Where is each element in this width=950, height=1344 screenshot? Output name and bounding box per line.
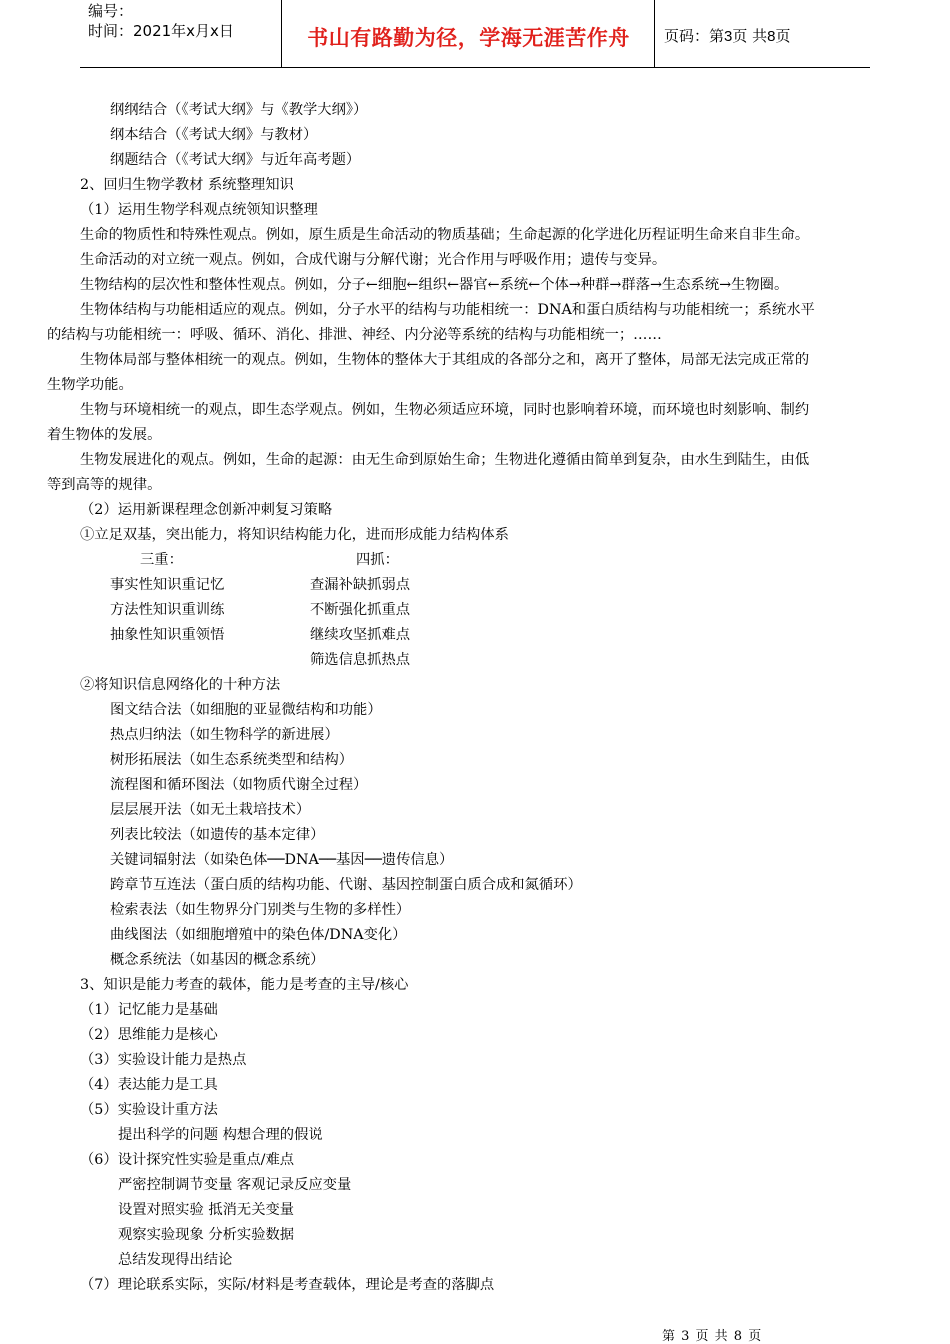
header-page-cell xyxy=(655,0,870,68)
ability-subitem: 设置对照实验 抵消无关变量 xyxy=(118,1202,295,1218)
ability-subitem: 提出科学的问题 构想合理的假说 xyxy=(118,1127,323,1143)
method-item: 检索表法（如生物界分门别类与生物的多样性） xyxy=(110,902,411,918)
ability-item: （5）实验设计重方法 xyxy=(80,1102,218,1118)
ability-item: （3）实验设计能力是热点 xyxy=(80,1052,247,1068)
ability-item: （2）思维能力是核心 xyxy=(80,1027,218,1043)
method-item: 流程图和循环图法（如物质代谢全过程） xyxy=(110,777,368,793)
text-line: 生物结构的层次性和整体性观点。例如，分子←细胞←组织←器官←系统←个体→种群→群落→生态系统→生物圈。 xyxy=(80,277,789,293)
text-line: ①立足双基，突出能力，将知识结构能力化，进而形成能力结构体系 xyxy=(80,527,509,543)
page-footer: 第 3 页 共 8 页 xyxy=(662,1329,763,1344)
text-line: 纲题结合（《考试大纲》与近年高考题） xyxy=(110,152,361,168)
sanzhong-item: 事实性知识重记忆 xyxy=(110,577,225,593)
ability-subitem: 观察实验现象 分析实验数据 xyxy=(118,1227,295,1243)
sanzhong-item: 方法性知识重训练 xyxy=(110,602,225,618)
sizhua-title: 四抓： xyxy=(356,552,399,568)
method-item: 层层展开法（如无土栽培技术） xyxy=(110,802,311,818)
ability-item: （6）设计探究性实验是重点/难点 xyxy=(80,1152,295,1168)
doc-number: 编号： xyxy=(88,2,134,20)
header-info-cell xyxy=(80,0,282,68)
text-line: 等到高等的规律。 xyxy=(47,477,162,493)
motto: 书山有路勤为径，学海无涯苦作舟 xyxy=(307,26,630,50)
ability-subitem: 总结发现得出结论 xyxy=(118,1252,233,1268)
ability-item: （7）理论联系实际，实际/材料是考查载体，理论是考查的落脚点 xyxy=(80,1277,495,1293)
method-item: 树形拓展法（如生态系统类型和结构） xyxy=(110,752,354,768)
ability-item: （4）表达能力是工具 xyxy=(80,1077,218,1093)
text-line: 生物与环境相统一的观点，即生态学观点。例如，生物必须适应环境，同时也影响着环境，而环境也时刻影响、制约 xyxy=(80,402,810,418)
method-item: 热点归纳法（如生物科学的新进展） xyxy=(110,727,339,743)
text-line: 生物发展进化的观点。例如，生命的起源：由无生命到原始生命；生物进化遵循由简单到复杂，由水生到陆生，由低 xyxy=(80,452,810,468)
method-item: 概念系统法（如基因的概念系统） xyxy=(110,952,325,968)
text-line: 纲纲结合（《考试大纲》与《教学大纲》） xyxy=(110,102,368,118)
text-line: 生物体结构与功能相适应的观点。例如，分子水平的结构与功能相统一：DNA和蛋白质结构与功能相统一；系统水平 xyxy=(80,302,815,318)
subsection-heading: （1）运用生物学科观点统领知识整理 xyxy=(80,202,318,218)
sizhua-item: 继续攻坚抓难点 xyxy=(310,627,411,643)
text-line: 着生物体的发展。 xyxy=(47,427,162,443)
sizhua-item: 不断强化抓重点 xyxy=(310,602,411,618)
header-motto-cell xyxy=(282,0,655,68)
text-line: 纲本结合（《考试大纲》与教材） xyxy=(110,127,318,143)
sanzhong-item: 抽象性知识重领悟 xyxy=(110,627,225,643)
page-indicator: 页码：第3页 共8页 xyxy=(664,27,791,45)
subsection-heading: （2）运用新课程理念创新冲刺复习策略 xyxy=(80,502,333,518)
text-line: 生命活动的对立统一观点。例如，合成代谢与分解代谢；光合作用与呼吸作用；遗传与变异。 xyxy=(80,252,667,268)
method-item: 图文结合法（如细胞的亚显微结构和功能） xyxy=(110,702,382,718)
text-line: 的结构与功能相统一：呼吸、循环、消化、排泄、神经、内分泌等系统的结构与功能相统一；…… xyxy=(47,327,662,343)
method-item: 关键词辐射法（如染色体──DNA──基因──遗传信息） xyxy=(110,852,454,868)
method-item: 列表比较法（如遗传的基本定律） xyxy=(110,827,325,843)
section-heading: 2、回归生物学教材 系统整理知识 xyxy=(80,177,294,193)
sizhua-item: 查漏补缺抓弱点 xyxy=(310,577,411,593)
text-line: 生物体局部与整体相统一的观点。例如，生物体的整体大于其组成的各部分之和，离开了整体，局部无法完成正常的 xyxy=(80,352,810,368)
method-item: 曲线图法（如细胞增殖中的染色体/DNA变化） xyxy=(110,927,407,943)
sizhua-item: 筛选信息抓热点 xyxy=(310,652,411,668)
page-header xyxy=(80,0,870,68)
method-item: 跨章节互连法（蛋白质的结构功能、代谢、基因控制蛋白质合成和氮循环） xyxy=(110,877,582,893)
sanzhong-title: 三重： xyxy=(140,552,183,568)
ability-item: （1）记忆能力是基础 xyxy=(80,1002,218,1018)
text-line: 生命的物质性和特殊性观点。例如，原生质是生命活动的物质基础；生命起源的化学进化历程证明生命来自非生命。 xyxy=(80,227,810,243)
text-line: 生物学功能。 xyxy=(47,377,133,393)
section-heading: 3、知识是能力考查的载体，能力是考查的主导/核心 xyxy=(80,977,409,993)
doc-date: 时间：2021年x月x日 xyxy=(88,22,234,40)
ability-subitem: 严密控制调节变量 客观记录反应变量 xyxy=(118,1177,352,1193)
methods-title: ②将知识信息网络化的十种方法 xyxy=(80,677,281,693)
